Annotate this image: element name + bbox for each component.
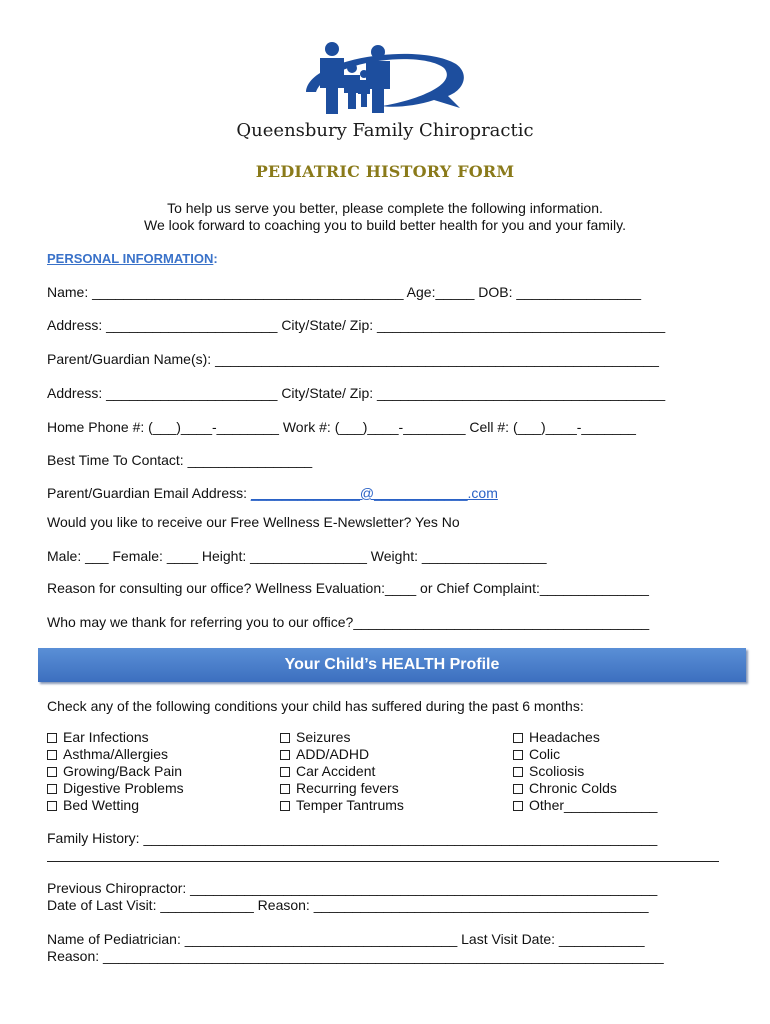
intro-line-2: We look forward to coaching you to build better health for you and your family. [144, 217, 626, 233]
checkbox-icon[interactable] [280, 784, 290, 794]
checkbox-icon[interactable] [513, 784, 523, 794]
email-label: Parent/Guardian Email Address: [47, 485, 251, 501]
address-row-1[interactable]: Address: ______________________ City/State/ Zip: _____________________________________ [47, 317, 666, 333]
personal-info-label: PERSONAL INFORMATION [47, 251, 214, 266]
phone-row[interactable]: Home Phone #: (___)____-________ Work #: (___)____-________ Cell #: (___)____-_______ [47, 419, 636, 435]
company-name: Queensbury Family Chiropractic [236, 120, 534, 141]
best-time-row[interactable]: Best Time To Contact: ________________ [47, 452, 313, 468]
condition-item[interactable]: Chronic Colds [513, 780, 657, 797]
condition-item[interactable]: Growing/Back Pain [47, 763, 184, 780]
checkbox-icon[interactable] [513, 750, 523, 760]
form-title: PEDIATRIC HISTORY FORM [255, 162, 515, 181]
personal-info-colon: : [213, 251, 218, 266]
condition-item[interactable]: Asthma/Allergies [47, 746, 184, 763]
checkbox-icon[interactable] [47, 733, 57, 743]
last-visit-row[interactable]: Date of Last Visit: ____________ Reason: ___________________________________________ [47, 897, 649, 913]
email-field[interactable]: ______________@____________.com [250, 485, 498, 501]
checkbox-icon[interactable] [513, 801, 523, 811]
health-profile-banner: Your Child’s HEALTH Profile [38, 648, 746, 682]
email-row[interactable] [47, 485, 498, 501]
referral-row[interactable]: Who may we thank for referring you to our office?______________________________________ [47, 614, 650, 630]
condition-item[interactable]: Digestive Problems [47, 780, 184, 797]
previous-chiropractor-row[interactable]: Previous Chiropractor: ____________________________________________________________ [47, 880, 658, 896]
condition-item[interactable]: Colic [513, 746, 657, 763]
reason-row[interactable]: Reason for consulting our office? Wellness Evaluation:____ or Chief Complaint:______________ [47, 580, 649, 596]
checkbox-icon[interactable] [47, 767, 57, 777]
condition-item[interactable]: Car Accident [280, 763, 404, 780]
newsletter-row[interactable]: Would you like to receive our Free Wellness E-Newsletter? Yes No [47, 514, 460, 530]
address-row-2[interactable]: Address: ______________________ City/State/ Zip: _____________________________________ [47, 385, 666, 401]
condition-item[interactable]: Recurring fevers [280, 780, 404, 797]
checkbox-icon[interactable] [280, 750, 290, 760]
pediatrician-row[interactable]: Name of Pediatrician: ___________________________________ Last Visit Date: ___________ [47, 931, 645, 947]
intro-line-1: To help us serve you better, please complete the following information. [167, 200, 603, 216]
condition-item[interactable]: Other____________ [513, 797, 657, 814]
family-history-line-2[interactable] [47, 861, 719, 862]
family-logo-icon [298, 38, 470, 120]
personal-info-heading [47, 251, 218, 266]
condition-item[interactable]: Scoliosis [513, 763, 657, 780]
checkbox-icon[interactable] [47, 784, 57, 794]
guardian-name-row[interactable]: Parent/Guardian Name(s): _________________________________________________________ [47, 351, 659, 367]
condition-item[interactable]: ADD/ADHD [280, 746, 404, 763]
conditions-column-1 [47, 729, 184, 814]
checkbox-icon[interactable] [513, 767, 523, 777]
condition-item[interactable]: Temper Tantrums [280, 797, 404, 814]
gender-height-weight-row[interactable]: Male: ___ Female: ____ Height: _______________ Weight: ________________ [47, 548, 547, 564]
checkbox-icon[interactable] [280, 733, 290, 743]
conditions-instruction: Check any of the following conditions your child has suffered during the past 6 months: [47, 698, 584, 714]
checkbox-icon[interactable] [280, 767, 290, 777]
checkbox-icon[interactable] [280, 801, 290, 811]
condition-item[interactable]: Bed Wetting [47, 797, 184, 814]
checkbox-icon[interactable] [47, 801, 57, 811]
conditions-column-3 [513, 729, 657, 814]
pediatrician-reason-row[interactable]: Reason: ________________________________________________________________________ [47, 948, 664, 964]
name-age-dob-row[interactable]: Name: ________________________________________ Age:_____ DOB: ________________ [47, 284, 642, 300]
family-history-row[interactable]: Family History: __________________________________________________________________ [47, 830, 658, 846]
checkbox-icon[interactable] [47, 750, 57, 760]
condition-item[interactable]: Headaches [513, 729, 657, 746]
condition-item[interactable]: Seizures [280, 729, 404, 746]
condition-item[interactable]: Ear Infections [47, 729, 184, 746]
conditions-column-2 [280, 729, 404, 814]
checkbox-icon[interactable] [513, 733, 523, 743]
